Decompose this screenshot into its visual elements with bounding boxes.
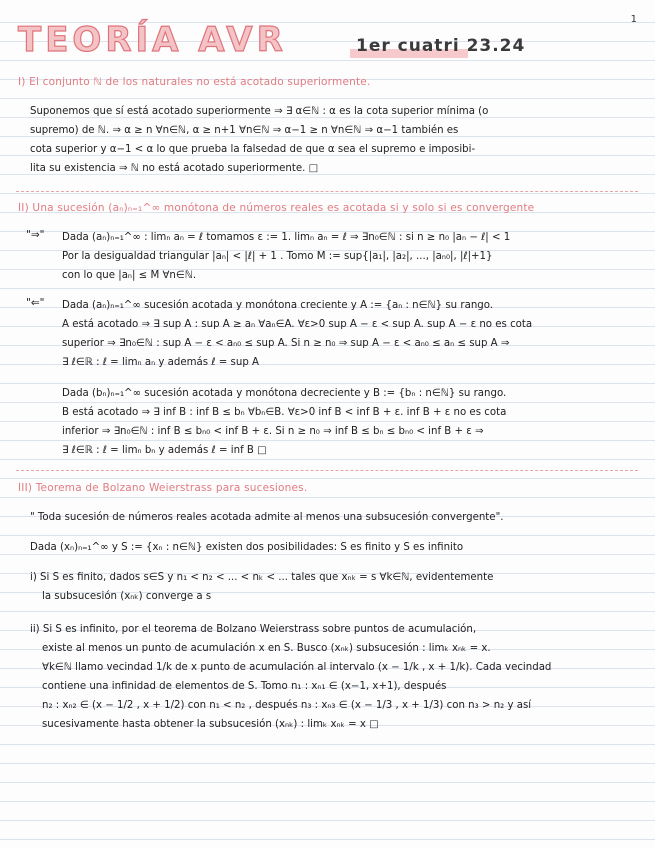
text-line: existe al menos un punto de acumulación x en S. Busco (xₙₖ) subsucesión : limₖ xₙₖ = x. xyxy=(42,643,491,654)
forward-proof xyxy=(62,228,510,285)
text-line: cota superior y α−1 < α lo que prueba la falsedad de que α sea el supremo e imposibi- xyxy=(30,144,476,155)
text-line: Suponemos que sí está acotado superiormente ⇒ ∃ α∈ℕ : α es la cota superior mínima (o xyxy=(30,106,489,117)
text-line: Dada (aₙ)ₙ₌₁^∞ sucesión acotada y monótona creciente y A := {aₙ : n∈ℕ} su rango. xyxy=(62,300,494,311)
theorem-setup: Dada (xₙ)ₙ₌₁^∞ y S := {xₙ : n∈ℕ} existen dos posibilidades: S es finito y S es infinito xyxy=(30,542,464,553)
text-line: con lo que |aₙ| ≤ M ∀n∈ℕ. xyxy=(62,270,197,281)
text-line: Dada (aₙ)ₙ₌₁^∞ : limₙ aₙ = ℓ tomamos ε := 1. limₙ aₙ = ℓ ⇒ ∃n₀∈ℕ : si n ≥ n₀ |aₙ − ℓ| < 1 xyxy=(62,232,511,243)
text-line: B está acotado ⇒ ∃ inf B : inf B ≤ bₙ ∀bₙ∈B. ∀ε>0 inf B < inf B + ε. inf B + ε no es cota xyxy=(62,407,507,418)
section-1-heading: I) El conjunto ℕ de los naturales no está acotado superiormente. xyxy=(18,76,371,88)
theorem-statement: " Toda sucesión de números reales acotada admite al menos una subsucesión convergente". xyxy=(30,512,504,523)
text-line: superior ⇒ ∃n₀∈ℕ : sup A − ε < aₙ₀ ≤ sup A. Si n ≥ n₀ ⇒ sup A − ε < aₙ₀ ≤ aₙ ≤ sup A ⇒ xyxy=(62,338,510,349)
text-line: Dada (bₙ)ₙ₌₁^∞ sucesión acotada y monótona decreciente y B := {bₙ : n∈ℕ} su rango. xyxy=(62,388,507,399)
text-line: sucesivamente hasta obtener la subsucesión (xₙₖ) : limₖ xₙₖ = x □ xyxy=(42,719,379,730)
forward-implication-label: "⇒" xyxy=(26,229,45,241)
page-number: 1 xyxy=(630,14,637,25)
case-finite xyxy=(30,568,493,606)
text-line: Por la desigualdad triangular |aₙ| < |ℓ| + 1 . Tomo M := sup{|a₁|, |a₂|, ..., |aₙ₀|, |ℓ|+1} xyxy=(62,251,493,262)
text-line: la subsucesión (xₙₖ) converge a s xyxy=(42,591,212,602)
reverse-implication-label: "⇐" xyxy=(26,297,45,309)
text-line: n₂ : xₙ₂ ∈ (x − 1/2 , x + 1/2) con n₁ < n₂ , después n₃ : xₙ₃ ∈ (x − 1/3 , x + 1/3) con n₃ > n₂ y así xyxy=(42,700,532,711)
text-line: ∃ ℓ∈ℝ : ℓ = limₙ bₙ y además ℓ = inf B □ xyxy=(62,445,267,456)
section-1-body xyxy=(30,102,488,178)
page-subtitle: 1er cuatri 23.24 xyxy=(356,36,526,56)
reverse-proof-decreasing xyxy=(62,384,506,460)
section-divider xyxy=(16,470,638,471)
section-divider xyxy=(16,191,638,192)
section-2-heading: II) Una sucesión (aₙ)ₙ₌₁^∞ monótona de números reales es acotada si y solo si es convergente xyxy=(18,202,535,214)
case-infinite xyxy=(30,620,551,734)
text-line: inferior ⇒ ∃n₀∈ℕ : inf B ≤ bₙ₀ < inf B + ε. Si n ≥ n₀ ⇒ inf B ≤ bₙ ≤ bₙ₀ < inf B + ε ⇒ xyxy=(62,426,484,437)
reverse-proof-increasing xyxy=(62,296,532,372)
text-line: supremo) de ℕ. ⇒ α ≥ n ∀n∈ℕ, α ≥ n+1 ∀n∈ℕ ⇒ α−1 ≥ n ∀n∈ℕ ⇒ α−1 también es xyxy=(30,125,459,136)
text-line: ∀k∈ℕ llamo vecindad 1/k de x punto de acumulación al intervalo (x − 1/k , x + 1/k). Cada vecindad xyxy=(42,662,552,673)
text-line: ii) Si S es infinito, por el teorema de Bolzano Weierstrass sobre puntos de acumulación, xyxy=(30,624,477,635)
text-line: ∃ ℓ∈ℝ : ℓ = limₙ aₙ y además ℓ = sup A xyxy=(62,357,259,368)
text-line: contiene una infinidad de elementos de S. Tomo n₁ : xₙ₁ ∈ (x−1, x+1), después xyxy=(42,681,447,692)
text-line: lita su existencia ⇒ ℕ no está acotado superiormente. □ xyxy=(30,163,319,174)
text-line: A está acotado ⇒ ∃ sup A : sup A ≥ aₙ ∀aₙ∈A. ∀ε>0 sup A − ε < sup A. sup A − ε no es cota xyxy=(62,319,533,330)
text-line: i) Si S es finito, dados s∈S y n₁ < n₂ < ... < nₖ < ... tales que xₙₖ = s ∀k∈ℕ, evidentemente xyxy=(30,572,494,583)
section-3-heading: III) Teorema de Bolzano Weierstrass para sucesiones. xyxy=(18,482,308,494)
page-title: TEORÍA AVR xyxy=(18,20,287,60)
